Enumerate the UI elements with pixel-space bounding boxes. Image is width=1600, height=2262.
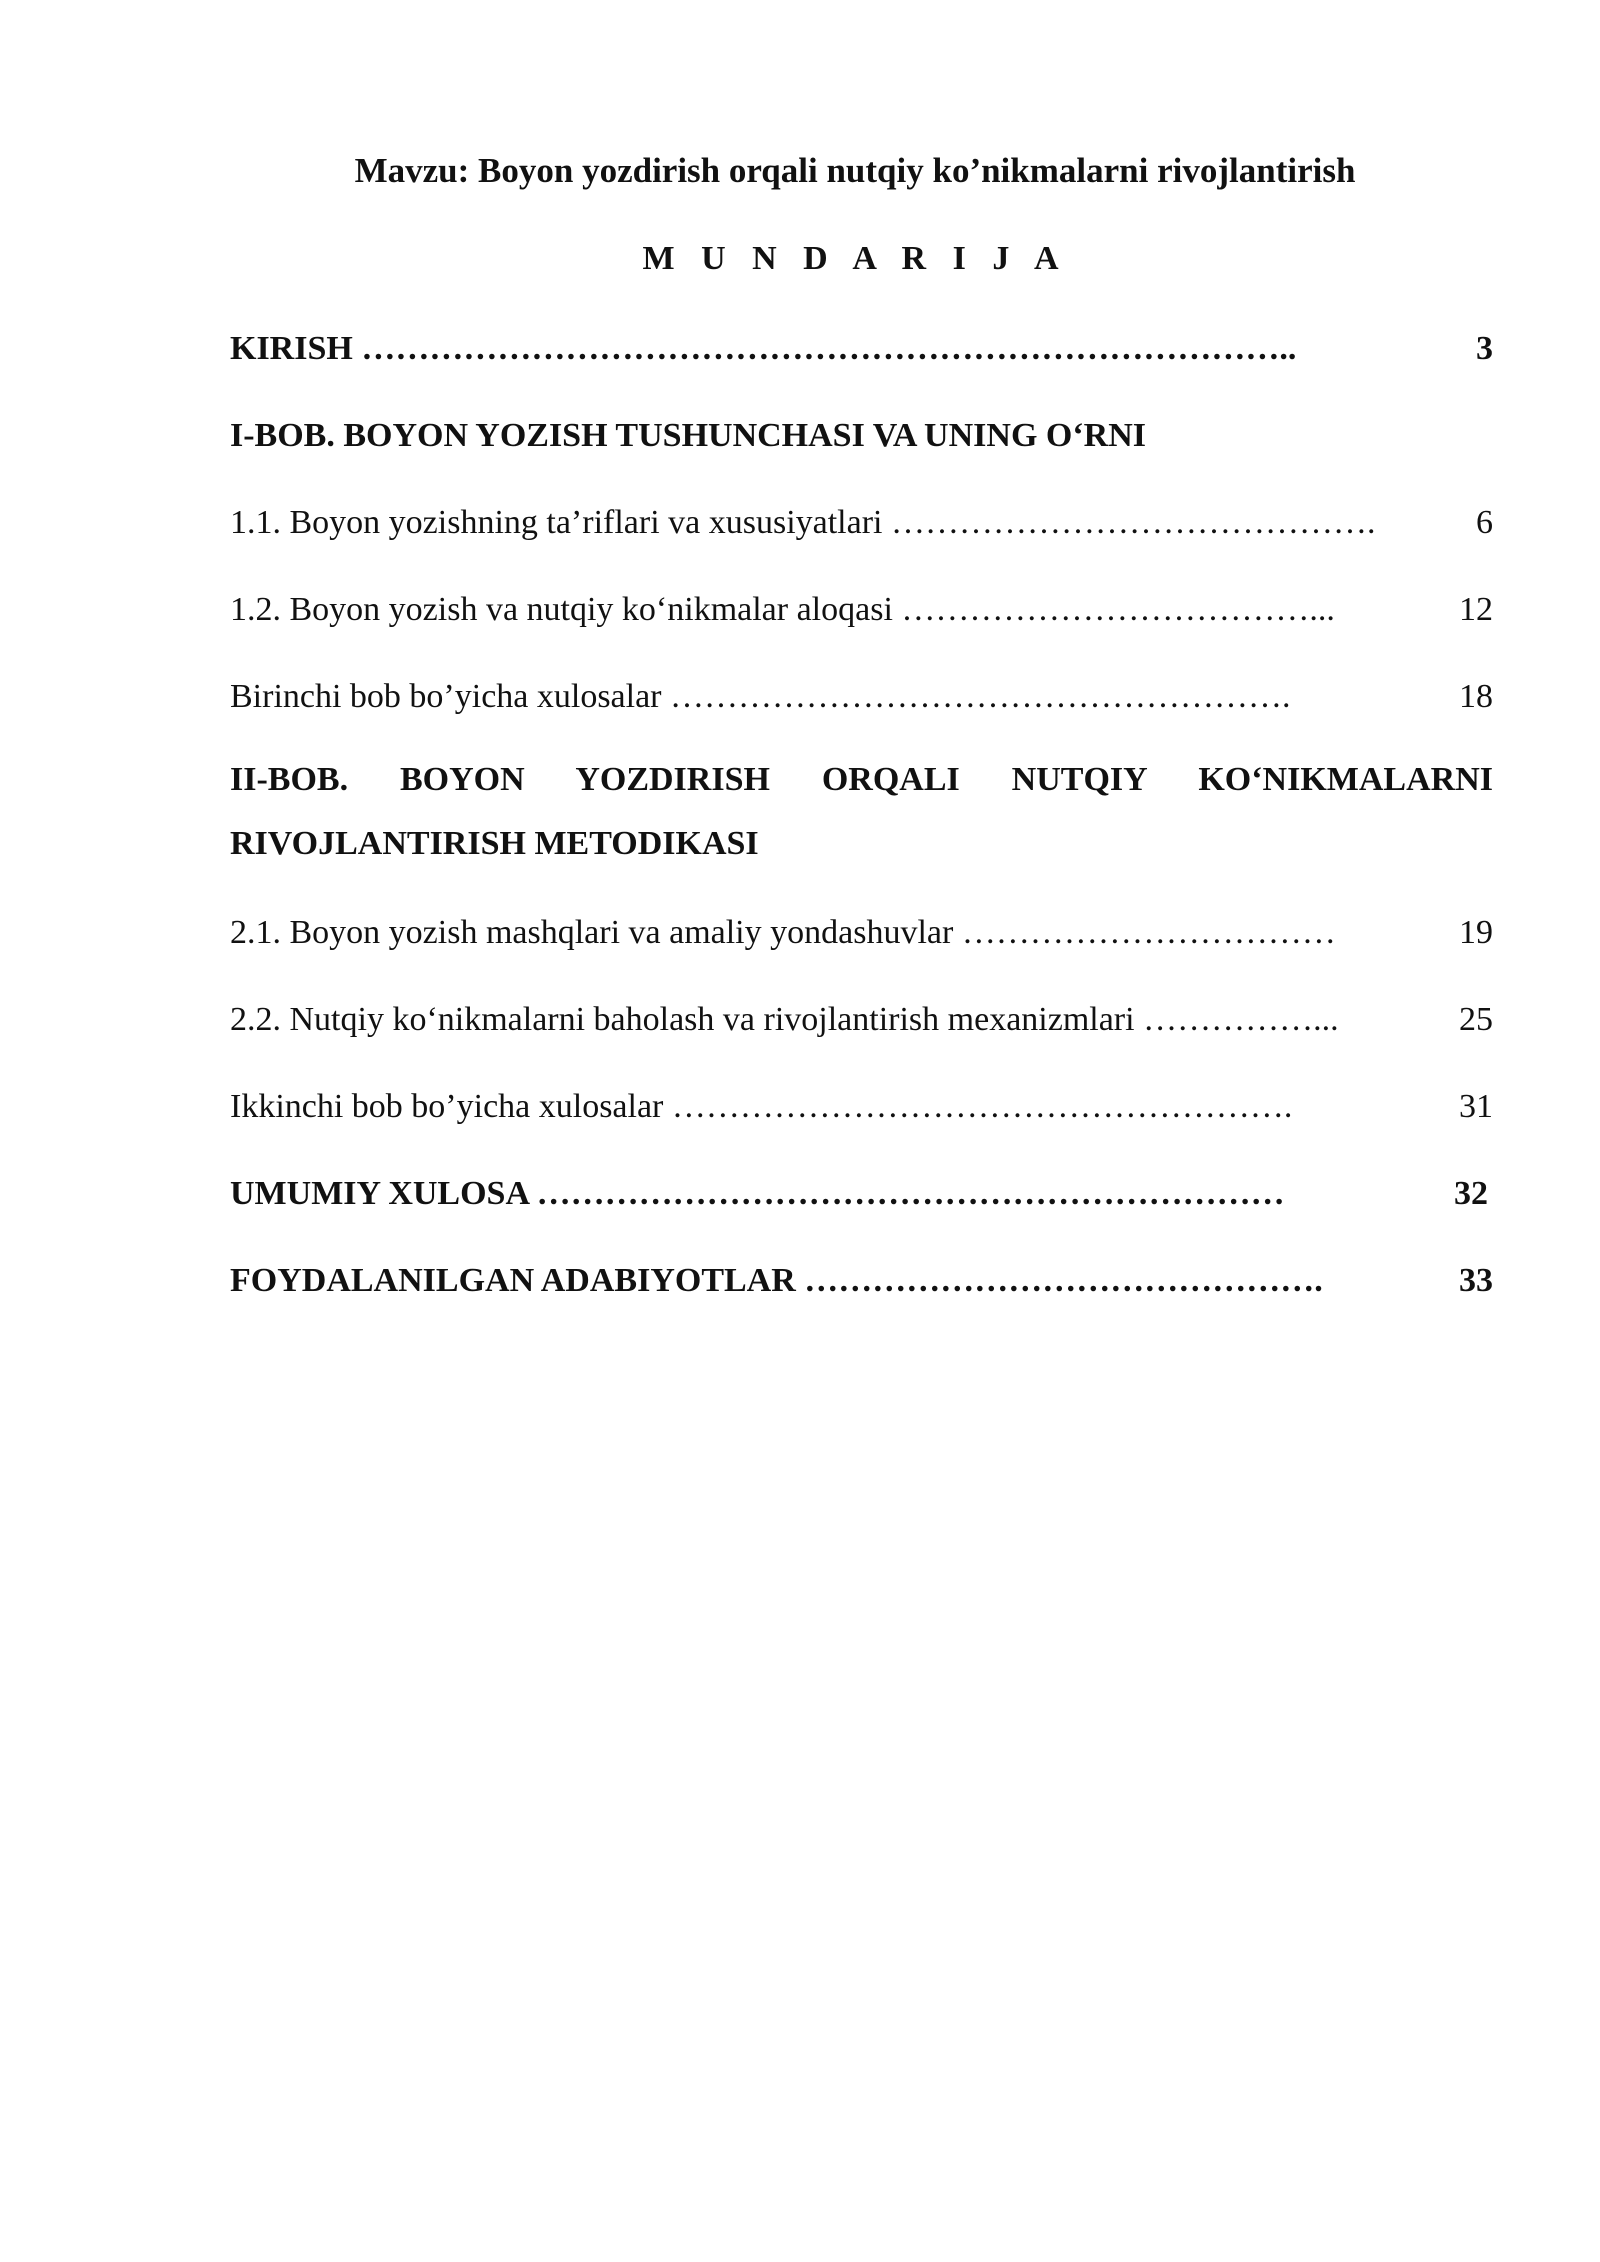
- toc-entry-dots: ……………………………: [961, 914, 1336, 951]
- toc-entry-page: 25: [1459, 1001, 1493, 1038]
- toc-entry-2-1: [230, 910, 1493, 956]
- toc-entry-kirish: [230, 326, 1493, 372]
- toc-entry-dots: ……………...: [1143, 1001, 1339, 1038]
- toc-entry-general-conclusion: [230, 1171, 1488, 1217]
- toc-chapter-1-heading: [230, 413, 1493, 459]
- toc-entry-label: KIRISH: [230, 330, 353, 367]
- toc-entry-label: Birinchi bob bo’yicha xulosalar: [230, 678, 662, 715]
- toc-entry-page: 32: [1454, 1175, 1488, 1212]
- toc-chapter-2-heading: [230, 748, 1493, 876]
- toc-entry-page: 6: [1476, 504, 1493, 541]
- toc-entry-label: 1.2. Boyon yozish va nutqiy ko‘nikmalar aloqasi: [230, 591, 893, 628]
- toc-entry-label: UMUMIY XULOSA: [230, 1175, 529, 1212]
- toc-entry-page: 33: [1459, 1262, 1493, 1299]
- document-topic: Mavzu: Boyon yozdirish orqali nutqiy ko’nikmalarni rivojlantirish: [354, 151, 1356, 190]
- toc-entry-dots: …………………………………….: [891, 504, 1376, 541]
- toc-entry-page: 18: [1459, 678, 1493, 715]
- toc-entry-dots: ………………………………...: [901, 591, 1335, 628]
- toc-chapter-2-heading-line-2: RIVOJLANTIRISH METODIKASI: [230, 825, 759, 862]
- toc-entry-dots: …………………………………………………………: [536, 1175, 1285, 1212]
- toc-entry-page: 12: [1459, 591, 1493, 628]
- toc-entry-1-1: [230, 500, 1493, 546]
- toc-entry-dots: ……………………………………………….: [671, 1088, 1293, 1125]
- toc-entry-page: 19: [1459, 914, 1493, 951]
- toc-entry-page: 3: [1476, 330, 1493, 367]
- toc-entry-label: 2.2. Nutqiy ko‘nikmalarni baholash va rivojlantirish mexanizmlari: [230, 1001, 1135, 1038]
- toc-entry-label: 2.1. Boyon yozish mashqlari va amaliy yondashuvlar: [230, 914, 954, 951]
- toc-entry-1-2: [230, 587, 1493, 633]
- toc-entry-dots: ……………………………………………….: [670, 678, 1291, 715]
- toc-entry-label: FOYDALANILGAN ADABIYOTLAR: [230, 1262, 796, 1299]
- toc-entry-chapter-2-conclusions: [230, 1084, 1493, 1130]
- toc-entry-dots: ……………………………………….: [804, 1262, 1323, 1299]
- toc-entry-label: Ikkinchi bob bo’yicha xulosalar: [230, 1088, 664, 1125]
- toc-entry-label: I-BOB. BOYON YOZISH TUSHUNCHASI VA UNING O‘RNI: [230, 417, 1146, 454]
- toc-entry-dots: ………………………………………………………………………..: [361, 330, 1297, 367]
- toc-entry-bibliography: [230, 1258, 1493, 1304]
- toc-entry-chapter-1-conclusions: [230, 674, 1493, 720]
- toc-entry-label: 1.1. Boyon yozishning ta’riflari va xususiyatlari: [230, 504, 883, 541]
- toc-entry-2-2: [230, 997, 1493, 1043]
- toc-chapter-2-heading-line-1: II-BOB. BOYON YOZDIRISH ORQALI NUTQIY KO‘NIKMALARNI: [230, 761, 1493, 798]
- toc-heading: M U N D A R I J A: [642, 240, 1068, 277]
- toc-entry-page: 31: [1459, 1088, 1493, 1125]
